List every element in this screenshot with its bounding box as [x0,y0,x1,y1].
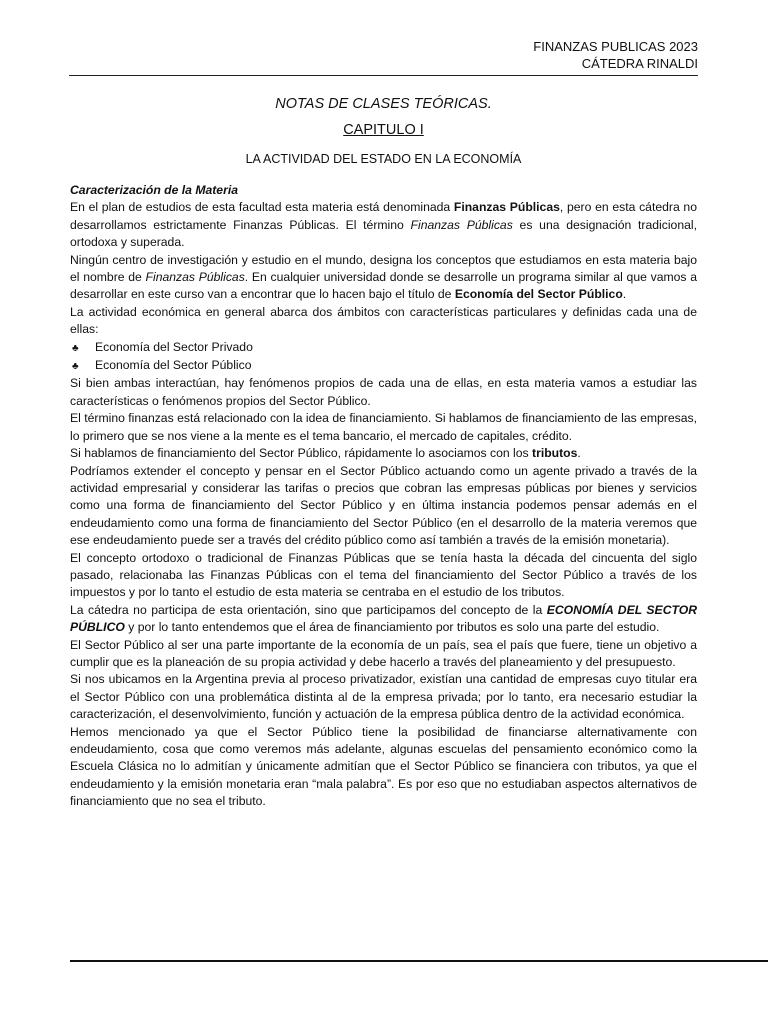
club-icon: ♣ [72,342,79,354]
paragraph-6: Si hablamos de financiamiento del Sector Público, rápidamente lo asociamos con los tributos. [70,446,581,461]
paragraph-2: Ningún centro de investigación y estudio en el mundo, designa los conceptos que estudiamos en esta materia bajo el nombre de Finanzas Públicas. En cualquier universidad donde se desarrolle un programa similar al que vamos a desarrollar en este curso van a encontrar que lo hacen bajo el título de Economía del Sector Público. [70,252,698,302]
paragraph-8: El concepto ortodoxo o tradicional de Finanzas Públicas que se tenía hasta la década del cincuenta del siglo pasado, relacionaba las Finanzas Públicas con el tema del financiamiento del Sector Público a través de los impuestos y por lo tanto el estudio de esta materia se centraba en el estudio de los tributos. [70,550,697,600]
paragraph-7: Podríamos extender el concepto y pensar en el Sector Público actuando como un agente privado a través de la actividad empresarial y considerar las tarifas o precios que cobran las empresas públicas por bienes y servicios como una forma de financiamiento del Sector Público y en última instancia podemos pensar además en el endeudamiento como una forma de financiamiento del Sector Público (en el desarrollo de la materia veremos que ese endeudamiento puede ser a través del crédito público como así también a través de la emisión monetaria). [70,463,697,548]
sector-list [70,339,697,376]
club-icon: ♣ [72,361,79,373]
paragraph-5: El término finanzas está relacionado con la idea de financiamiento. Si hablamos de financiamiento de las empresas, lo primero que se nos viene a la mente es el tema bancario, el mercado de capitales, crédito. [70,411,697,443]
chapter-title: CAPITULO I [343,122,424,138]
document-title: NOTAS DE CLASES TEÓRICAS. [275,96,492,112]
paragraph-10: El Sector Público al ser una parte importante de la economía de un país, sea el país que fuere, tiene un objetivo a cumplir que es la planeación de su propia actividad y debe hacerlo a través del planeamiento y del presupuesto. [70,637,697,669]
list-item [70,357,697,375]
paragraph-12: Hemos mencionado ya que el Sector Público tiene la posibilidad de financiarse alternativamente con endeudamiento, cosa que como veremos más adelante, algunas escuelas del pensamiento económico como la Escuela Clásica no lo admitían y únicamente admitían que el Sector Público se financiera con tributos, ya que el endeudamiento y la emisión monetaria eran “mala palabra”. Es por eso que no estudiaban aspectos alternativos de financiamiento que no sea el tributo. [70,724,697,809]
course-title: FINANZAS PUBLICAS 2023 [533,39,698,54]
paragraph-1: En el plan de estudios de esta facultad esta materia está denominada Finanzas Públicas, pero en esta cátedra no desarrollamos estrictamente Finanzas Públicas. El término Finanzas Públicas es una designación tradicional, ortodoxa y superada. [70,200,697,250]
document-body [70,94,697,811]
paragraph-11: Si nos ubicamos en la Argentina previa al proceso privatizador, existían una cantidad de empresas cuyo titular era el Sector Público con una problemática distinta al de la empresa privada; por lo tanto, era necesario estudiar la caracterización, el desenvolvimiento, función y actuación de la empresa pública dentro de la actividad económica. [70,672,697,722]
list-item-label: Economía del Sector Privado [95,339,253,354]
paragraph-4: Si bien ambas interactúan, hay fenómenos propios de cada una de ellas, en esta materia vamos a estudiar las características o fenómenos propios del Sector Público. [70,376,697,408]
section-heading: Caracterización de la Materia [70,183,238,197]
paragraph-9: La cátedra no participa de esta orientación, sino que participamos del concepto de la ECONOMÍA DEL SECTOR PÚBLICO y por lo tanto entendemos que el área de financiamiento por tributos es solo una parte del estudio. [70,602,697,635]
chapter-subtitle: LA ACTIVIDAD DEL ESTADO EN LA ECONOMÍA [245,152,522,166]
chair-name: CÁTEDRA RINALDI [581,56,698,71]
footer-divider [70,960,768,962]
page-header [533,38,698,72]
header-divider [69,75,698,76]
list-item-label: Economía del Sector Público [95,358,252,373]
list-item [70,339,697,357]
paragraph-3: La actividad económica en general abarca dos ámbitos con características particulares y definidas cada una de ellas: [70,304,697,337]
